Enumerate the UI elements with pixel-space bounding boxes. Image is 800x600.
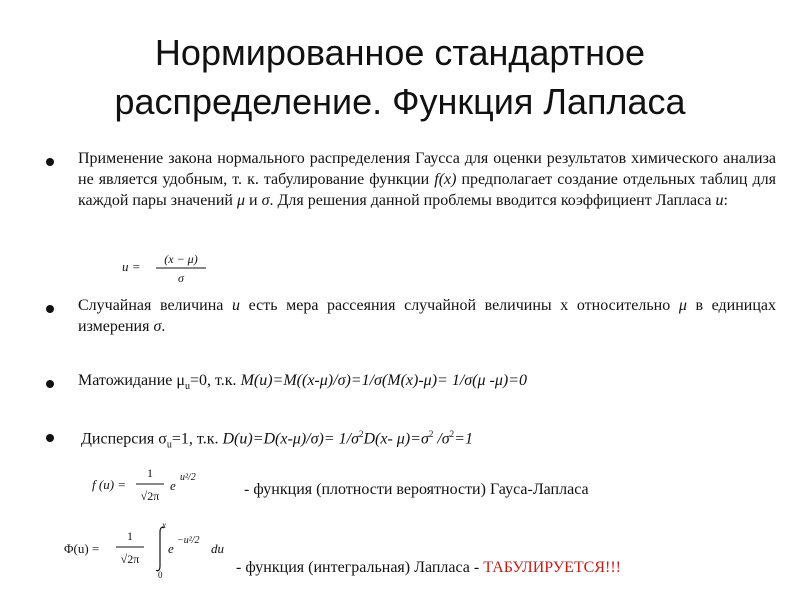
formula-numerator: (x − μ) [164,252,198,266]
density-lhs: f (u) = [92,477,127,492]
bullet-2-text: Случайная величина u есть мера рассеяния случайной величины х относительно μ в единицах измерения σ. [78,297,777,335]
density-denominator: √2π [140,489,160,503]
integral-differential: du [211,541,224,556]
integral-upper-limit: x [162,520,166,530]
density-formula [92,462,232,506]
slide-title-line-1: Нормированное стандартное [154,32,646,73]
bullet-4-text: Дисперсия $\sigma_u=1$, т.к. $D(u)=D(x-\mu)/\sigma)= 1/\sigma^2D(x-$ $\mu)=\sigma^2$ $/\sigma^2=1$ [81,429,473,451]
density-description: - функция (плотности вероятности) Гауса-Лапласа [244,481,589,498]
integral-numerator: 1 [127,529,133,543]
laplace-coefficient-formula [120,246,220,286]
bullet-1-text: Применение закона нормального распределения Гаусса для оценки результатов химического анализа не является удобным, т. к. табулирование функции f(x) предполагает создание отдельных таблиц для каждой пары значений μ и σ. Для решения данной проблемы вводится коэффициент Лапласа u: [78,150,777,209]
slide-title [0,28,800,126]
formula-lhs: u = [122,259,141,274]
integral-description: - функция (интегральная) Лапласа - ТАБУЛИРУЕТСЯ!!! [236,559,622,576]
integral-sign [156,527,164,571]
tabulated-label: ТАБУЛИРУЕТСЯ!!! [483,559,622,576]
integral-exponent: −u²/2 [177,535,200,546]
density-exp-base: e [170,478,176,493]
bullet-marker-3 [46,380,54,388]
bullet-3-text: Матожидание $\mu_u=0$, т.к. M(u)=M((x-μ)/σ)=1/σ(M(x)-μ)= 1/σ(μ -μ)=0 [78,372,527,393]
integral-lower-limit: 0 [158,570,163,580]
integral-exp-base: e [168,541,174,556]
density-exponent: u²/2 [180,472,196,483]
density-numerator: 1 [147,466,153,480]
integral-formula [64,520,244,580]
bullet-marker-4 [46,434,54,442]
bullet-marker-1 [46,158,54,166]
integral-denominator: √2π [120,552,140,566]
bullet-marker-2 [46,305,54,313]
slide-title-line-2: распределение. Функция Лапласа [114,81,686,122]
integral-lhs: Φ(u) = [64,541,100,556]
formula-denominator: σ [178,271,184,285]
